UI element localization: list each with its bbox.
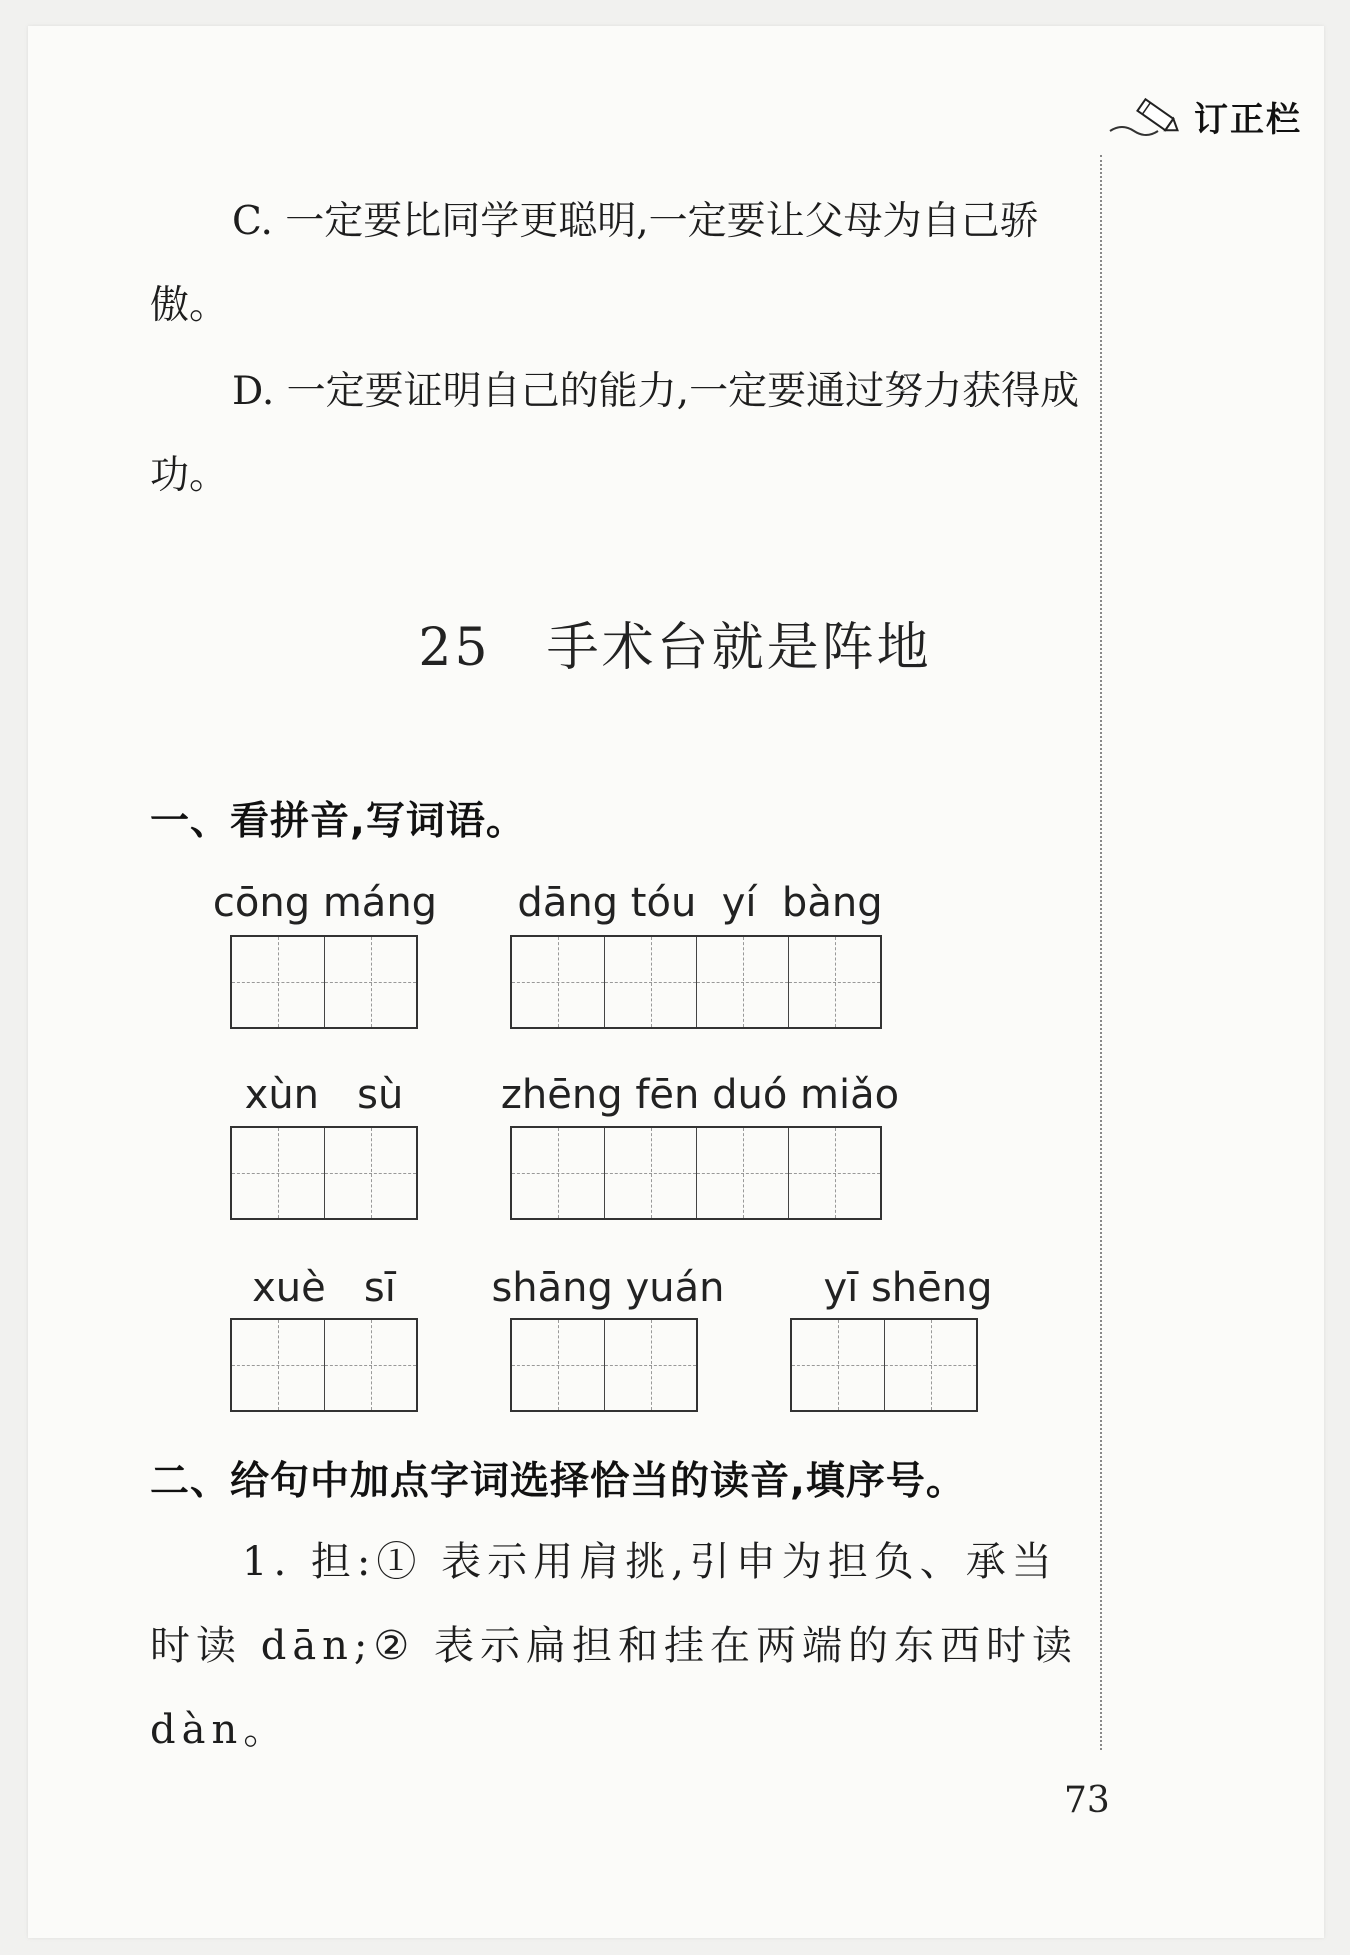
lesson-title bbox=[0, 605, 1350, 680]
pinyin-3: xùn sù bbox=[244, 1072, 404, 1118]
char-grid-2[interactable] bbox=[510, 935, 882, 1029]
pinyin-2: dāng tóu yí bàng bbox=[517, 880, 883, 926]
page-number: 73 bbox=[1064, 1780, 1110, 1821]
pinyin-7: yī shēng bbox=[823, 1265, 993, 1311]
pinyin-6: shāng yuán bbox=[491, 1265, 725, 1311]
option-d: D. 一定要证明自己的能力,一定要通过努力获得成功。 bbox=[150, 369, 1080, 498]
char-grid-5[interactable] bbox=[230, 1318, 418, 1412]
section-2-heading: 二、给句中加点字词选择恰当的读音,填序号。 bbox=[150, 1459, 966, 1504]
pencil-icon bbox=[1108, 93, 1188, 141]
pinyin-5: xuè sī bbox=[252, 1265, 396, 1311]
char-grid-6[interactable] bbox=[510, 1318, 698, 1412]
lesson-number: 25 bbox=[418, 618, 491, 678]
char-grid-7[interactable] bbox=[790, 1318, 978, 1412]
option-c: C. 一定要比同学更聪明,一定要让父母为自己骄傲。 bbox=[150, 199, 1039, 328]
char-grid-3[interactable] bbox=[230, 1126, 418, 1220]
dotted-divider bbox=[1100, 155, 1102, 1750]
char-grid-1[interactable] bbox=[230, 935, 418, 1029]
pinyin-1: cōng máng bbox=[212, 880, 438, 926]
margin-label-text: 订正栏 bbox=[1194, 100, 1302, 140]
question-1-text: 1. 担:① 表示用肩挑,引申为担负、承当时读 dān;② 表示扁担和挂在两端的东西时读 dàn。 bbox=[150, 1539, 1078, 1753]
lesson-name: 手术台就是阵地 bbox=[546, 618, 932, 678]
correction-column-label bbox=[1108, 92, 1302, 141]
pinyin-4: zhēng fēn duó miǎo bbox=[500, 1072, 900, 1118]
char-grid-4[interactable] bbox=[510, 1126, 882, 1220]
section-1-heading: 一、看拼音,写词语。 bbox=[150, 799, 526, 844]
